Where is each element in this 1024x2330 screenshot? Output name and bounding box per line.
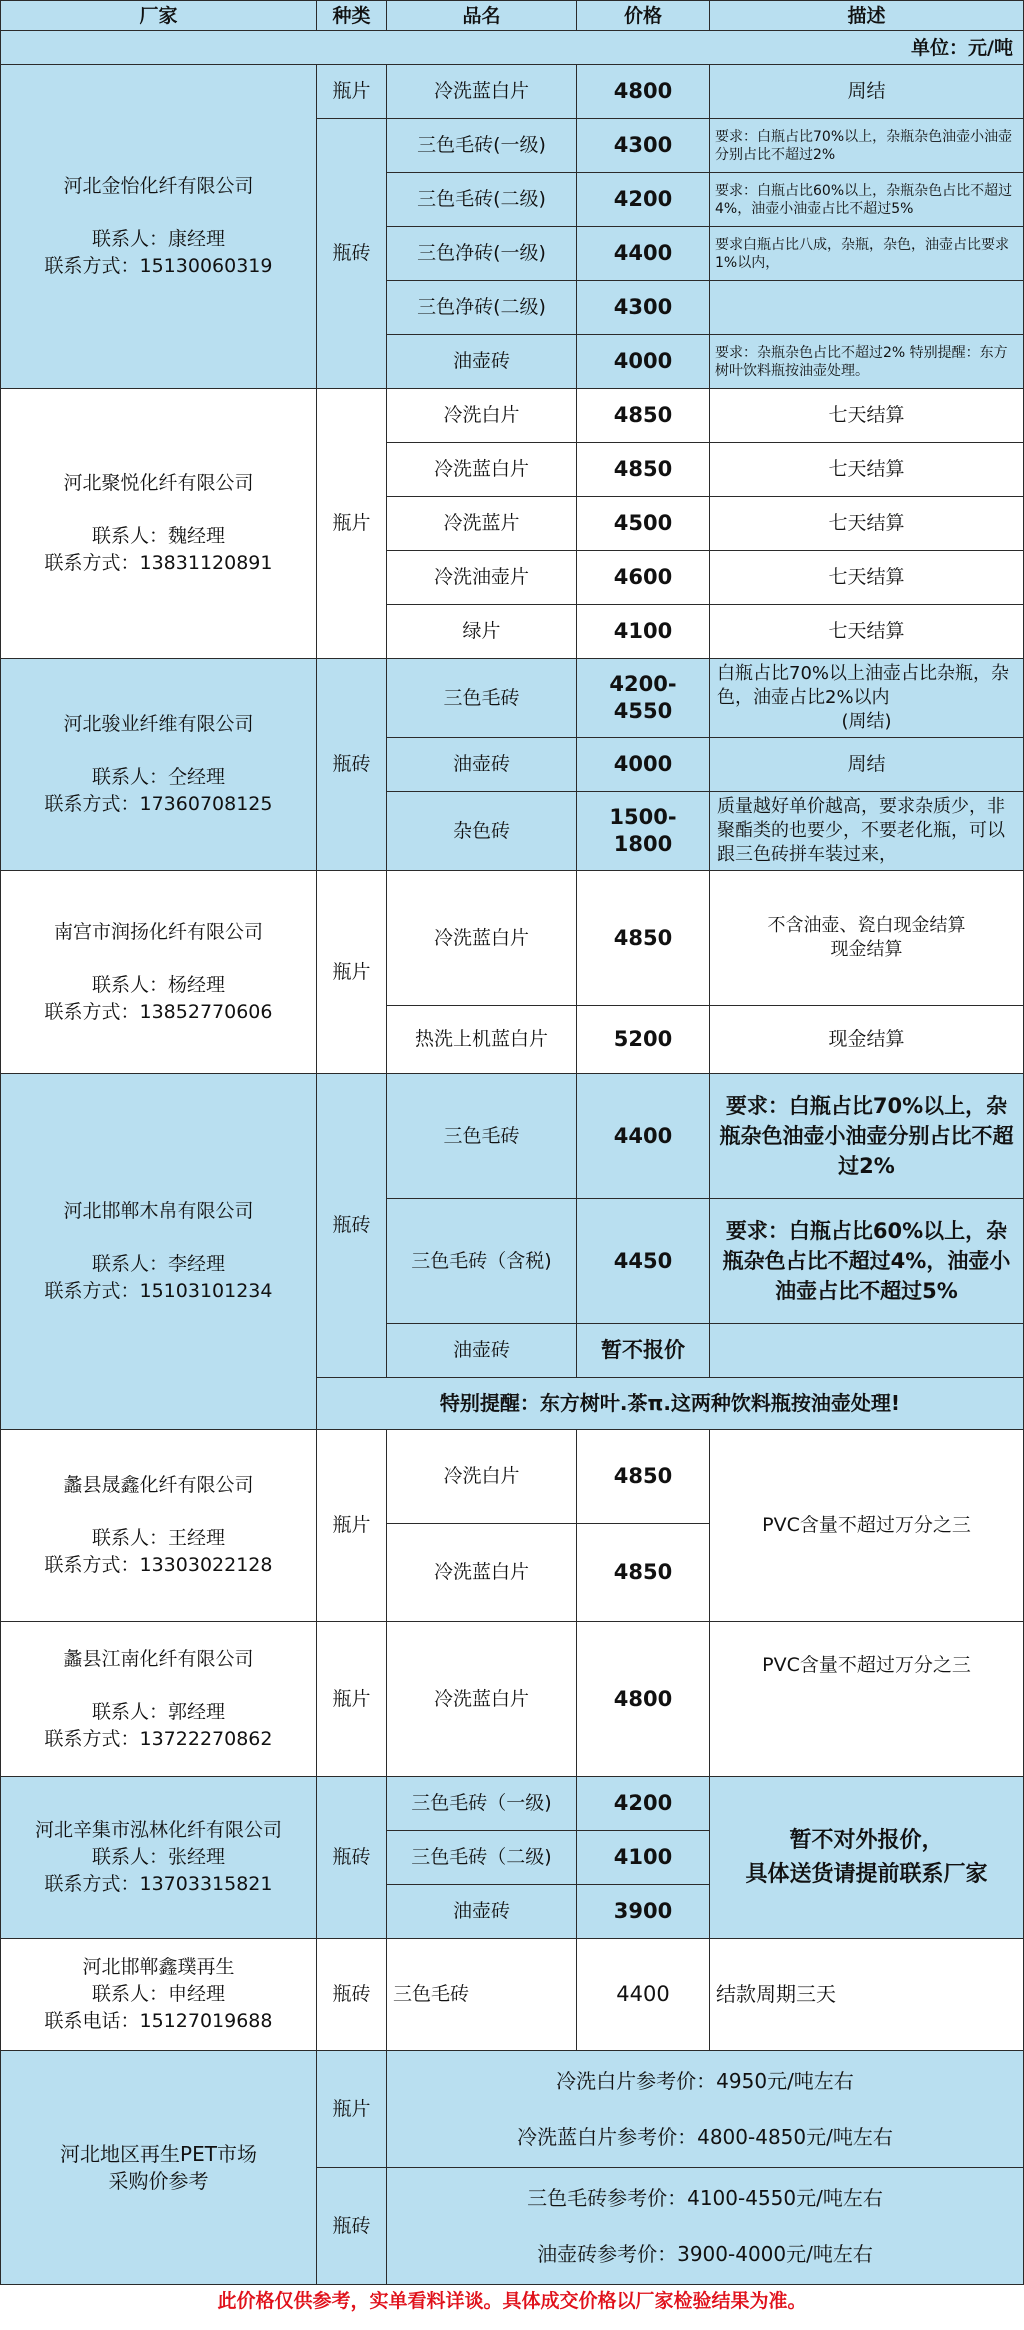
price-cell: 4100: [577, 1831, 710, 1885]
description-text: (周结): [841, 711, 892, 732]
header-description: 描述: [710, 1, 1024, 31]
manufacturer-contact: 联系人：李经理: [91, 1253, 225, 1275]
product-cell: 绿片: [387, 605, 577, 659]
manufacturer-cell: [1, 1430, 317, 1622]
price-cell: 4500: [577, 497, 710, 551]
description-cell: [710, 871, 1024, 1006]
description-cell: PVC含量不超过万分之三: [710, 1622, 1024, 1777]
description-cell: 要求：杂瓶杂色占比不超过2% 特别提醒：东方树叶饮料瓶按油壶处理。: [710, 335, 1024, 389]
product-cell: 三色毛砖(二级): [387, 173, 577, 227]
description-cell: 要求：白瓶占比70%以上，杂瓶杂色油壶小油壶分别占比不超过2%: [710, 119, 1024, 173]
manufacturer-cell: [1, 389, 317, 659]
product-cell: 冷洗白片: [387, 1430, 577, 1524]
manufacturer-contact: 联系人：申经理: [91, 1983, 225, 2005]
description-cell: 七天结算: [710, 605, 1024, 659]
table-header-row: [1, 1, 1024, 31]
description-cell: 七天结算: [710, 443, 1024, 497]
description-cell: 七天结算: [710, 497, 1024, 551]
price-cell: 4400: [577, 1939, 710, 2051]
table-row: [1, 1939, 1024, 2051]
product-cell: 三色净砖(二级): [387, 281, 577, 335]
reference-title-cell: [1, 2051, 317, 2285]
price-cell: 4300: [577, 281, 710, 335]
header-product: 品名: [387, 1, 577, 31]
description-cell: PVC含量不超过万分之三: [710, 1430, 1024, 1622]
description-cell: 要求：白瓶占比60%以上，杂瓶杂色占比不超过4%，油壶小油壶占比不超过5%: [710, 1199, 1024, 1324]
table-row: [1, 65, 1024, 119]
product-cell: 冷洗蓝白片: [387, 443, 577, 497]
manufacturer-cell: [1, 1074, 317, 1430]
price-cell: 4000: [577, 738, 710, 792]
product-cell: 冷洗白片: [387, 389, 577, 443]
type-cell: 瓶片: [317, 1430, 387, 1622]
description-cell: 要求白瓶占比八成，杂瓶，杂色，油壶占比要求1%以内，: [710, 227, 1024, 281]
reference-price-line: 冷洗白片参考价：4950元/吨左右: [556, 2069, 854, 2093]
manufacturer-name: 蠡县江南化纤有限公司: [63, 1647, 254, 1670]
product-cell: 冷洗蓝白片: [387, 871, 577, 1006]
price-cell: 4600: [577, 551, 710, 605]
type-cell: 瓶片: [317, 389, 387, 659]
description-cell: 结款周期三天: [710, 1939, 1024, 2051]
table-row: [1, 1622, 1024, 1777]
price-cell: 4100: [577, 605, 710, 659]
product-cell: 杂色砖: [387, 792, 577, 871]
price-cell: 4300: [577, 119, 710, 173]
product-cell: 三色毛砖: [387, 1939, 577, 2051]
description-cell: 要求：白瓶占比60%以上，杂瓶杂色占比不超过4%，油壶小油壶占比不超过5%: [710, 173, 1024, 227]
type-cell: 瓶片: [317, 1622, 387, 1777]
table-row: [1, 389, 1024, 443]
product-cell: 冷洗蓝白片: [387, 1622, 577, 1777]
description-cell: 现金结算: [710, 1006, 1024, 1074]
product-cell: 冷洗油壶片: [387, 551, 577, 605]
manufacturer-name: 河北聚悦化纤有限公司: [63, 472, 254, 494]
manufacturer-cell: [1, 65, 317, 389]
price-cell: 4850: [577, 1430, 710, 1524]
description-text: 白瓶占比70%以上油壶占比杂瓶，杂色，油壶占比2%以内: [717, 663, 1010, 708]
price-cell: 4850: [577, 871, 710, 1006]
manufacturer-phone: 联系方式：17360708125: [44, 793, 273, 815]
manufacturer-contact: 联系人：王经理: [91, 1527, 225, 1549]
product-cell: 三色毛砖（含税): [387, 1199, 577, 1324]
reference-subtitle: 采购价参考: [108, 2168, 209, 2193]
manufacturer-phone: 联系方式：13831120891: [44, 552, 273, 574]
price-cell: 4450: [577, 1199, 710, 1324]
manufacturer-cell: [1, 1622, 317, 1777]
manufacturer-phone: 联系方式：13303022128: [44, 1554, 273, 1576]
manufacturer-contact: 联系人：张经理: [91, 1846, 225, 1868]
price-cell: 4800: [577, 65, 710, 119]
price-cell: 1500-1800: [577, 792, 710, 871]
type-cell: 瓶砖: [317, 1939, 387, 2051]
type-cell: 瓶砖: [317, 1074, 387, 1378]
header-manufacturer: 厂家: [1, 1, 317, 31]
product-cell: 冷洗蓝片: [387, 497, 577, 551]
manufacturer-phone: 联系方式：13852770606: [44, 1000, 273, 1023]
product-cell: 三色毛砖(一级): [387, 119, 577, 173]
reference-row: [1, 2051, 1024, 2168]
special-note: 特别提醒：东方树叶.茶π.这两种饮料瓶按油壶处理!: [317, 1378, 1024, 1430]
reference-title: 河北地区再生PET市场: [60, 2141, 257, 2166]
description-text: 不含油壶、瓷白现金结算: [767, 915, 966, 936]
reference-price-line: 冷洗蓝白片参考价：4800-4850元/吨左右: [517, 2125, 893, 2149]
reference-price-line: 油壶砖参考价：3900-4000元/吨左右: [537, 2242, 873, 2266]
product-cell: 油壶砖: [387, 1324, 577, 1378]
product-cell: 三色毛砖: [387, 1074, 577, 1199]
price-cell: 4850: [577, 389, 710, 443]
manufacturer-phone: 联系方式：13722270862: [44, 1727, 273, 1750]
type-cell: 瓶砖: [317, 1777, 387, 1939]
description-cell: [710, 1324, 1024, 1378]
description-text: 暂不对外报价，: [789, 1827, 944, 1853]
price-cell: 3900: [577, 1885, 710, 1939]
unit-label: 单位：元/吨: [1, 31, 1024, 65]
price-cell: 4200: [577, 173, 710, 227]
manufacturer-name: 蠡县晟鑫化纤有限公司: [63, 1474, 254, 1496]
manufacturer-contact: 联系人：仝经理: [91, 766, 225, 788]
manufacturer-contact: 联系人：魏经理: [91, 525, 225, 547]
manufacturer-name: 河北邯郸木帛有限公司: [63, 1200, 254, 1222]
table-row: [1, 871, 1024, 1006]
unit-row: [1, 31, 1024, 65]
product-cell: 三色毛砖（一级): [387, 1777, 577, 1831]
description-cell: [710, 281, 1024, 335]
description-cell: 要求：白瓶占比70%以上，杂瓶杂色油壶小油壶分别占比不超过2%: [710, 1074, 1024, 1199]
footer-row: [1, 2285, 1024, 2317]
manufacturer-name: 河北辛集市泓林化纤有限公司: [34, 1819, 282, 1841]
price-cell: 4850: [577, 1524, 710, 1622]
table-row: [1, 1074, 1024, 1199]
type-cell: 瓶砖: [317, 119, 387, 389]
manufacturer-cell: [1, 1777, 317, 1939]
reference-prices: [387, 2168, 1024, 2285]
product-cell: 热洗上机蓝白片: [387, 1006, 577, 1074]
description-cell: 周结: [710, 65, 1024, 119]
manufacturer-cell: [1, 1939, 317, 2051]
header-price: 价格: [577, 1, 710, 31]
manufacturer-name: 南宫市润扬化纤有限公司: [53, 920, 263, 943]
product-cell: 油壶砖: [387, 1885, 577, 1939]
manufacturer-phone: 联系方式：13703315821: [44, 1873, 273, 1895]
description-cell: [710, 1777, 1024, 1939]
product-cell: 三色毛砖（二级): [387, 1831, 577, 1885]
price-cell: 4200-4550: [577, 659, 710, 738]
price-cell: 4400: [577, 1074, 710, 1199]
reference-prices: [387, 2051, 1024, 2168]
type-cell: 瓶砖: [317, 659, 387, 871]
product-cell: 三色毛砖: [387, 659, 577, 738]
price-cell: 4200: [577, 1777, 710, 1831]
product-cell: 三色净砖(一级): [387, 227, 577, 281]
manufacturer-cell: [1, 871, 317, 1074]
description-cell: 周结: [710, 738, 1024, 792]
table-row: [1, 659, 1024, 738]
description-cell: [710, 659, 1024, 738]
product-cell: 冷洗蓝白片: [387, 65, 577, 119]
product-cell: 冷洗蓝白片: [387, 1524, 577, 1622]
table-row: [1, 1777, 1024, 1831]
manufacturer-phone: 联系方式：15130060319: [44, 255, 273, 277]
manufacturer-contact: 联系人：康经理: [91, 228, 225, 250]
price-cell: 5200: [577, 1006, 710, 1074]
price-cell: 4800: [577, 1622, 710, 1777]
reference-price-line: 三色毛砖参考价：4100-4550元/吨左右: [527, 2186, 883, 2210]
description-cell: 七天结算: [710, 389, 1024, 443]
manufacturer-phone: 联系电话：15127019688: [44, 2010, 273, 2032]
product-cell: 油壶砖: [387, 335, 577, 389]
description-text: 具体送货请提前联系厂家: [745, 1861, 988, 1887]
description-cell: 七天结算: [710, 551, 1024, 605]
price-cell: 4400: [577, 227, 710, 281]
manufacturer-contact: 联系人：郭经理: [91, 1700, 225, 1723]
footer-disclaimer: 此价格仅供参考，实单看料详谈。具体成交价格以厂家检验结果为准。: [1, 2285, 1024, 2317]
manufacturer-phone: 联系方式：15103101234: [44, 1280, 273, 1302]
manufacturer-cell: [1, 659, 317, 871]
header-type: 种类: [317, 1, 387, 31]
table-row: [1, 1430, 1024, 1524]
price-cell: 4000: [577, 335, 710, 389]
type-cell: 瓶砖: [317, 2168, 387, 2285]
description-cell: 质量越好单价越高，要求杂质少，非聚酯类的也要少，不要老化瓶，可以跟三色砖拼车装过来，: [710, 792, 1024, 871]
price-cell: 暂不报价: [577, 1324, 710, 1378]
type-cell: 瓶片: [317, 65, 387, 119]
manufacturer-name: 河北邯郸鑫璞再生: [82, 1956, 235, 1978]
description-text: 现金结算: [830, 939, 903, 960]
manufacturer-name: 河北骏业纤维有限公司: [63, 713, 254, 735]
product-cell: 油壶砖: [387, 738, 577, 792]
type-cell: 瓶片: [317, 2051, 387, 2168]
manufacturer-contact: 联系人：杨经理: [91, 973, 225, 996]
price-cell: 4850: [577, 443, 710, 497]
type-cell: 瓶片: [317, 871, 387, 1074]
manufacturer-name: 河北金怡化纤有限公司: [63, 175, 254, 197]
